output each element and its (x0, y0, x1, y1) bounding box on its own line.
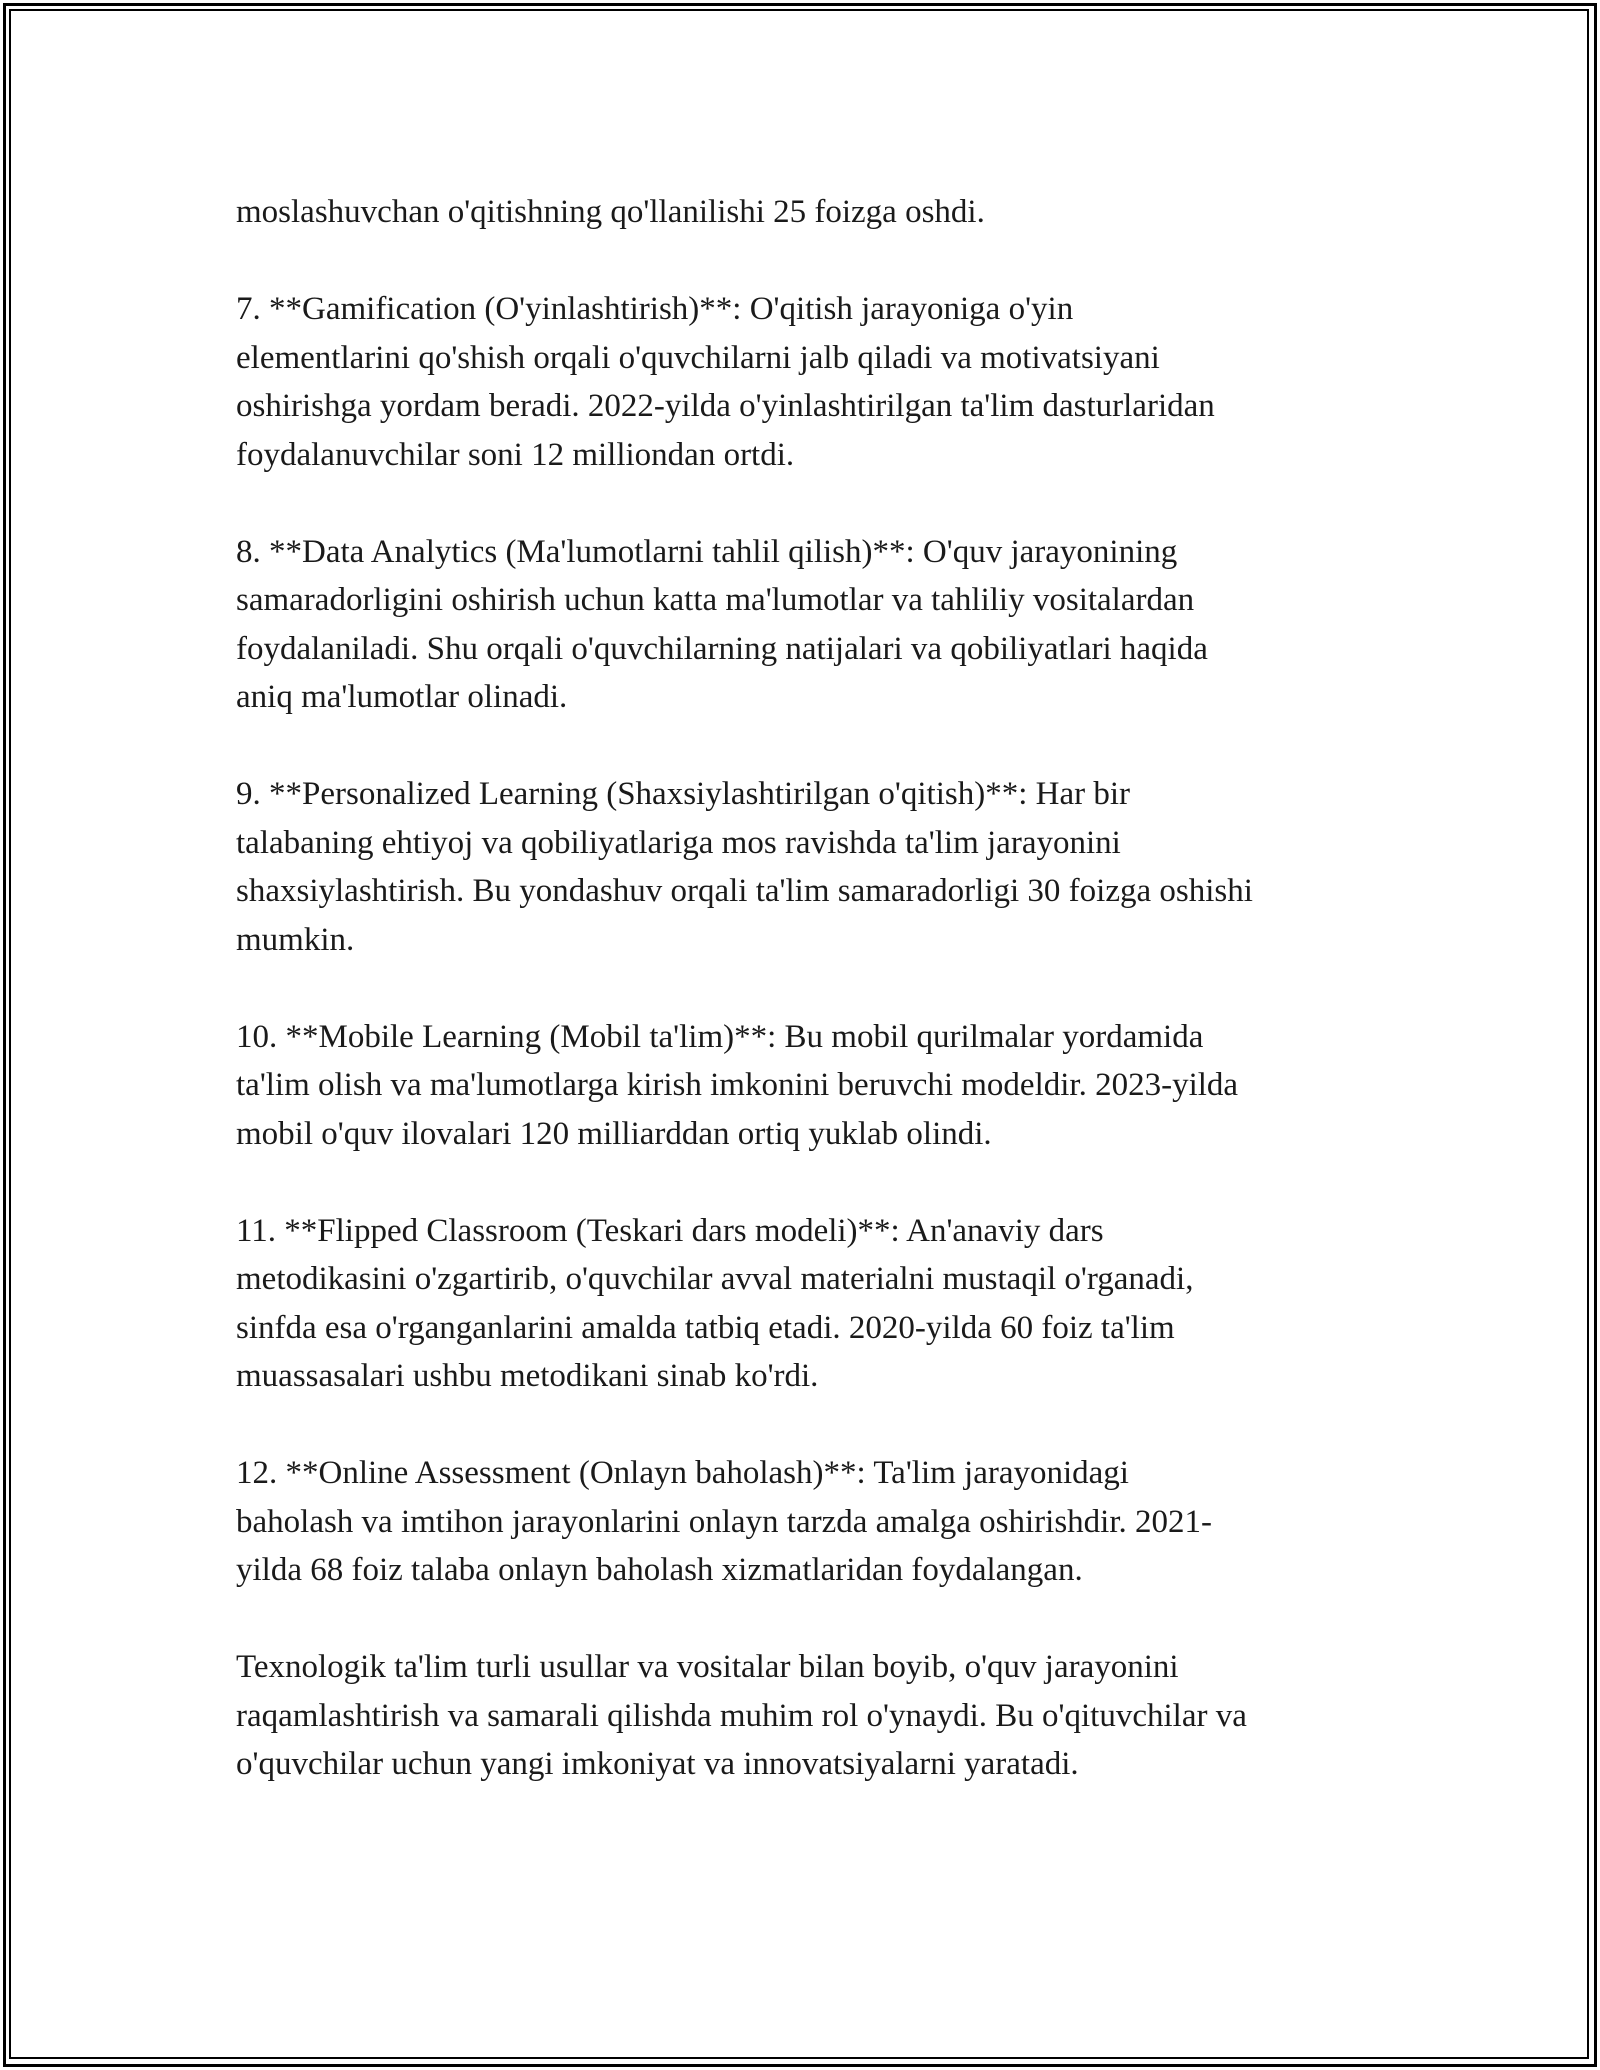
paragraph-conclusion: Texnologik ta'lim turli usullar va vositalar bilan boyib, o'quv jarayonini raqamlashtirish va samarali qilishda muhim rol o'ynaydi. Bu o'qituvchilar va o'quvchilar uchun yangi imkoniyat va innovatsiyalarni yaratadi. (236, 1649, 1247, 1782)
paragraph-mobile-learning: 10. **Mobile Learning (Mobil ta'lim)**: Bu mobil qurilmalar yordamida ta'lim olish va ma'lumotlarga kirish imkonini beruvchi modeldir. 2023-yilda mobil o'quv ilovalari 120 milliarddan ortiq yuklab olindi. (236, 1018, 1239, 1152)
paragraph-flipped-classroom: 11. **Flipped Classroom (Teskari dars modeli)**: An'anaviy dars metodikasini o'zgartirib, o'quvchilar avval materialni mustaqil o'rganadi, sinfda esa o'rganganlarini amalda tatbiq etadi. 2020-yilda 60 foiz ta'lim muassasalari ushbu metodikani sinab ko'rdi. (236, 1212, 1194, 1394)
paragraph-personalized-learning: 9. **Personalized Learning (Shaxsiylashtirilgan o'qitish)**: Har bir talabaning ehtiyoj va qobiliyatlariga mos ravishda ta'lim jarayonini shaxsiylashtirish. Bu yondashuv orqali ta'lim samaradorligi 30 foizga oshishi mumkin. (236, 776, 1253, 958)
paragraph-data-analytics: 8. **Data Analytics (Ma'lumotlarni tahlil qilish)**: O'quv jarayonining samaradorligini oshirish uchun katta ma'lumotlar va tahliliy vositalardan foydalaniladi. Shu orqali o'quvchilarning natijalari va qobiliyatlari haqida aniq ma'lumotlar olinadi. (236, 533, 1208, 715)
paragraph-continuation: moslashuvchan o'qitishning qo'llanilishi 25 foizga oshdi. (236, 194, 985, 230)
paragraph-online-assessment: 12. **Online Assessment (Onlayn baholash)**: Ta'lim jarayonidagi baholash va imtihon jarayonlarini onlayn tarzda amalga oshirishdir. 2021- yilda 68 foiz talaba onlayn baholash xizmatlaridan foydalangan. (236, 1455, 1212, 1588)
paragraph-gamification: 7. **Gamification (O'yinlashtirish)**: O'qitish jarayoniga o'yin elementlarini qo'shish orqali o'quvchilarni jalb qiladi va motivatsiyani oshirishga yordam beradi. 2022-yilda o'yinlashtirilgan ta'lim dasturlaridan foydalanuvchilar soni 12 milliondan ortdi. (236, 291, 1215, 473)
document-body (236, 188, 1376, 1837)
